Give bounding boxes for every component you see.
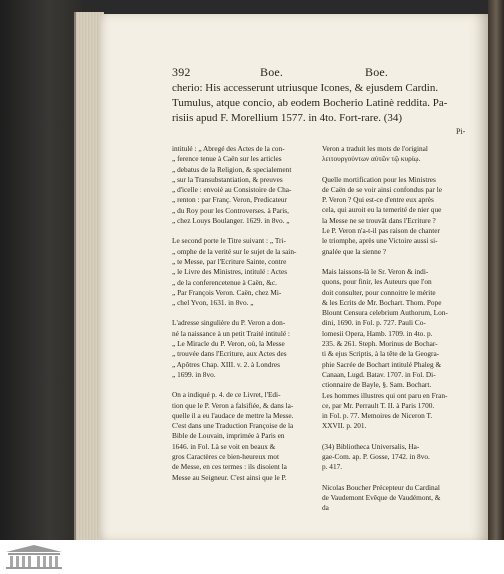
text-line: gros Caractères ce bien-heureux mot <box>172 452 279 462</box>
text-line: gnalée que la sienne ? <box>322 246 387 256</box>
text-line: Le second porte le Titre suivant : „ Tri- <box>172 236 286 246</box>
text-line: Quelle mortification pour les Ministres <box>322 174 436 184</box>
text-line: quons, pour finir, les Auteurs que l'on <box>322 277 432 287</box>
text-line: tion que le P. Veron a falsifiée, & dans la- <box>172 400 294 410</box>
text-line: intitulé : „ Abregé des Actes de la con- <box>172 144 285 153</box>
text-line: de Vaudemont Evêque de Vaudémont, & <box>322 492 441 502</box>
text-line: phie Sacrée de Bochart intitulé Phaleg & <box>322 359 442 369</box>
text-line: 235. & 261. Steph. Morinus de Bochar- <box>322 339 438 349</box>
text-line: „ Par François Veron. Caën, chez Mi- <box>172 287 282 297</box>
text-line: „ te Messe, par l'Ecriture Sainte, contre <box>172 256 287 266</box>
text-line: L'adresse singulière du P. Veron a don- <box>172 318 286 328</box>
text-line: de Caën de se voir ainsi confondus par le <box>322 184 442 194</box>
text-line: ce, par Mr. Perrault T. II. à Paris 1700. <box>322 400 435 410</box>
top-line: Tumulus, atque concio, ab eodem Bocherio Latinè reddita. Pa- <box>172 97 448 109</box>
text-line: ti & ejus Scriptis, à la tête de la Geogra- <box>322 349 440 359</box>
text-line: lomesii Opera, Hamb. 1709. in 4to. p. <box>322 328 433 338</box>
top-line: risiis apud F. Morellium 1577. in 4to. Fort-rare. (34) <box>172 112 403 124</box>
text-line: XXVII. p. 201. <box>322 421 367 431</box>
text-line: & les Ecrits de Mr. Bochart. Thom. Pope <box>322 297 442 307</box>
text-line: 1646. in Fol. Là se voit en beaux & <box>172 441 276 451</box>
text-line: „ sur la Transubstantiation, & preuves <box>172 174 283 184</box>
background-left <box>0 0 82 540</box>
right-column <box>322 144 465 517</box>
text-line: doit consulter, pour connoitre le mérite <box>322 287 436 297</box>
footer-bar <box>0 540 504 574</box>
text-line: Messe au Seigneur. C'est ainsi que le P. <box>172 472 287 482</box>
text-line: in Fol. p. 77. Memoires de Niceron T. <box>322 411 433 421</box>
paragraph <box>322 267 465 432</box>
running-head-right: Boe. <box>365 65 389 79</box>
paragraph <box>172 318 315 380</box>
catchword: Pi- <box>456 127 466 136</box>
text-line: „ chez Louys Boulanger. 1629. in 8vo. „ <box>172 216 290 226</box>
paragraph <box>172 236 315 308</box>
text-line: Le P. Veron n'a-t-il pas raison de chanter <box>322 226 440 236</box>
text-line: „ 1699. in 8vo. <box>172 369 216 379</box>
paragraph <box>322 483 465 514</box>
running-head-left: Boe. <box>260 65 284 79</box>
text-line: Canaan, Lugd. Batav. 1707. in Fol. Di- <box>322 369 436 379</box>
text-line: On a indiqué p. 4. de ce Livret, l'Edi- <box>172 390 281 400</box>
text-line: (34) Bibliotheca Universalis, Ha- <box>322 441 420 451</box>
text-line: Bible de Louvain, imprimée à Paris en <box>172 431 285 441</box>
text-line: né la naissance à un petit Traité intitulé : <box>172 328 290 338</box>
text-line: da <box>322 503 329 513</box>
text-line: Blount Censura celebrium Authorum, Lon- <box>322 308 448 318</box>
paragraph <box>172 390 315 483</box>
text-line: „ trouvée dans l'Ecriture, aux Actes des <box>172 349 287 359</box>
text-line: „ debatus de la Religion, & specialement <box>172 164 292 174</box>
text-line: la Messe ne se trouvât dans l'Ecriture ? <box>322 215 436 225</box>
text-line: Nicolas Boucher Précepteur du Cardinal <box>322 482 440 492</box>
page-number: 392 <box>172 65 191 79</box>
left-column <box>172 144 315 486</box>
text-line: C'est dans une Traduction Françoise de la <box>172 421 294 431</box>
text-line: Mais laissons-là le Sr. Veron & indi- <box>322 266 429 276</box>
paragraph <box>322 442 465 473</box>
top-line: cherio: His accesserunt utriusque Icones, & ejusdem Cardin. <box>172 82 439 94</box>
text-line: „ de la conferencetenue à Caën, &c. <box>172 277 277 287</box>
text-line: dini, 1690. in Fol. p. 727. Pauli Co- <box>322 318 426 328</box>
paragraph <box>322 175 465 257</box>
text-line: „ ference tenue à Caën sur les articles <box>172 154 282 164</box>
library-building-icon <box>4 544 64 570</box>
text-line: cela, qui auroit eu la temerité de nier que <box>322 205 442 215</box>
text-line: „ le Livre des Ministres, intitulé : Actes <box>172 267 288 277</box>
text-line: λειτουργούντων αὐτῶν τῷ κυρίῳ. <box>322 154 421 164</box>
text-line: de Messe, en ces termes : ils disoient la <box>172 462 287 472</box>
text-line: quelle il a eu l'audace de mettre la Messe. <box>172 410 294 420</box>
text-line: gae-Com. ap. P. Gosse, 1742. in 8vo. <box>322 452 430 462</box>
top-paragraph <box>172 81 468 126</box>
text-line: ctionnaire de Bayle, §. Sam. Bochart. <box>322 380 432 390</box>
text-line: Veron a traduit les mots de l'original <box>322 144 428 153</box>
text-line: „ d'icelle : envoié au Consistoire de Cha- <box>172 185 292 195</box>
text-line: „ Le Miracle du P. Veron, où, la Messe <box>172 339 285 349</box>
text-line: p. 417. <box>322 462 343 472</box>
text-line: „ chel Yvon, 1631. in 8vo. „ <box>172 298 254 308</box>
text-line: „ Apôtres Chap. XIII. v. 2. à Londres <box>172 359 280 369</box>
book-page <box>100 14 488 540</box>
paragraph <box>172 144 315 226</box>
text-line: „ renton : par Franç. Veron, Predicateur <box>172 195 287 205</box>
text-line: „ du Roy pour les Controverses. à Paris, <box>172 205 289 215</box>
text-line: P. Veron ? Qui est-ce d'entre eux après <box>322 195 434 205</box>
text-line: „ omphe de la verité sur le sujet de la sain- <box>172 246 297 256</box>
book-spine <box>488 0 504 540</box>
text-line: le triomphe, après une Victoire aussi si- <box>322 236 438 246</box>
paragraph <box>322 144 465 165</box>
text-line: Les hommes illustres qui ont paru en Fran- <box>322 390 448 400</box>
